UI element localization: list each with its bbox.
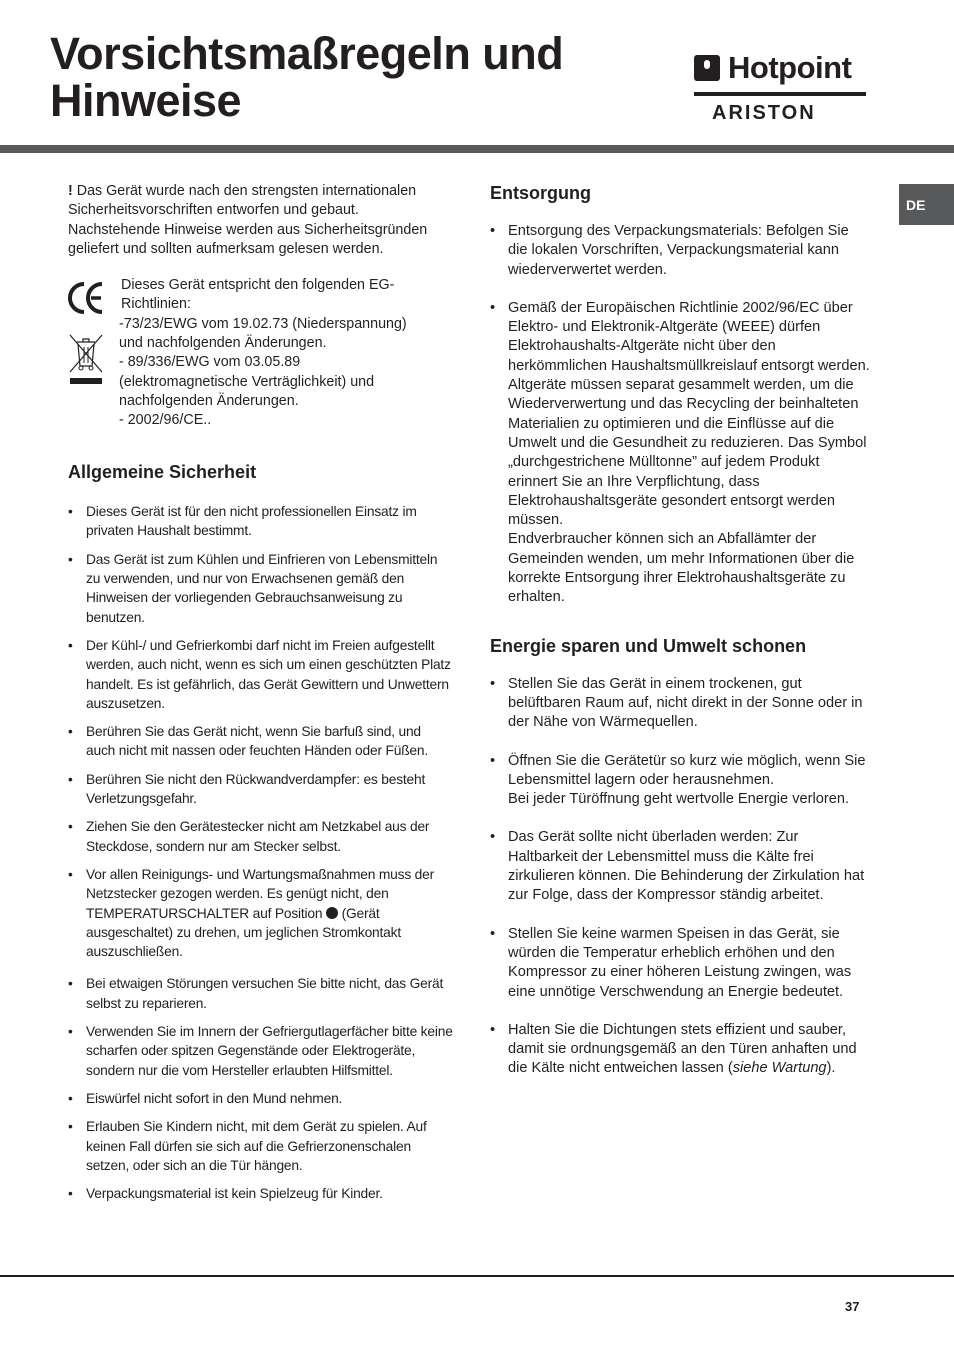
ce-directive-text <box>121 276 451 430</box>
item-text: Vor allen Reinigungs- und Wartungsmaßnahmen muss der Netzstecker gezogen werden. Es genügt nicht, den TEMPERATURSCHALTER auf Position <box>86 866 434 921</box>
list-item: • Erlauben Sie Kindern nicht, mit dem Gerät zu spielen. Auf keinen Fall dürfen sie sich auf die Gefrierzonenschalen setzen, oder sich an die Tür hängen. <box>68 1117 453 1175</box>
energy-list <box>490 675 870 1079</box>
ce-icons <box>68 278 104 394</box>
item-text: (Gerät ausgeschaltet) zu drehen, um jeglichen Stromkontakt auszuschließen. <box>86 905 401 960</box>
general-safety-heading: Allgemeine Sicherheit <box>68 462 257 483</box>
ce-line: -73/23/EWG vom 19.02.73 (Niederspannung) <box>119 315 407 332</box>
hotpoint-logo-icon <box>694 55 720 81</box>
language-tab: DE <box>899 184 954 225</box>
ce-mark-icon <box>68 278 106 318</box>
list-item: • Der Kühl-/ und Gefrierkombi darf nicht im Freien aufgestellt werden, auch nicht, wenn es sich um einen geschützten Platz handelt. Es ist gefährlich, das Gerät Gewittern und Unwettern auszusetzen. <box>68 636 453 713</box>
list-item <box>68 865 453 961</box>
general-safety-list <box>68 502 453 1203</box>
right-column <box>490 182 870 1098</box>
title-line-2: Hinweise <box>50 75 242 126</box>
ce-line: - 89/336/EWG vom 03.05.89 <box>119 354 301 371</box>
ce-line: und nachfolgenden Änderungen. <box>119 335 327 352</box>
ce-line: nachfolgenden Änderungen. <box>119 392 299 409</box>
list-item: • Berühren Sie das Gerät nicht, wenn Sie barfuß sind, und auch nicht mit nassen oder feuchten Händen oder Füßen. <box>68 722 453 761</box>
list-item: • Das Gerät sollte nicht überladen werden: Zur Haltbarkeit der Lebensmittel muss die Kälte frei zirkulieren können. Die Behinderung der Zirkulation hat zur Folge, dass der Kompressor ständig arbeitet. <box>490 828 870 905</box>
list-item: • Dieses Gerät ist für den nicht professionellen Einsatz im privaten Haushalt bestimmt. <box>68 502 453 541</box>
item-text: ). <box>826 1060 836 1077</box>
ce-line: Richtlinien: <box>121 296 191 313</box>
list-item: • Ziehen Sie den Gerätestecker nicht am Netzkabel aus der Steckdose, sondern nur am Stecker selbst. <box>68 817 453 856</box>
logo-bar <box>694 92 866 96</box>
disposal-heading: Entsorgung <box>490 183 591 203</box>
intro-text: Das Gerät wurde nach den strengsten internationalen Sicherheitsvorschriften entworfen und gebaut. Nachstehende Hinweise werden aus Sicherheitsgründen geliefert und sollten aufmerksam gelesen werden. <box>68 183 428 257</box>
item-reference: siehe Wartung <box>732 1060 827 1077</box>
item-text: Gemäß der Europäischen Richtlinie 2002/96/EC über Elektro- und Elektronik-Altgeräte (WEEE) dürfen Elektrohaushalts-Altgeräte nicht über den herkömmlichen Haushaltsmüllkreislauf entsorgt werden. Altgeräte müssen separat gesammelt werden, um die Wiederverwertung und das Recycling der beinhalteten Materialien zu optimieren und die Einflüsse auf die Umwelt und die Gesundheit zu reduzieren. Das Symbol „durchgestrichene Mülltonne” auf jedem Produkt erinnert Sie an Ihre Verpflichtung, dass Elektrohaushaltsgeräte gesondert entsorgt werden müssen. <box>508 299 870 529</box>
title-line-1: Vorsichtsmaßregeln und <box>50 28 564 79</box>
brand-sub: ARISTON <box>712 102 816 124</box>
item-text: Bei jeder Türöffnung geht wertvolle Energie verloren. <box>508 791 849 808</box>
ce-conformity-block <box>68 276 453 436</box>
list-item <box>490 299 870 608</box>
brand-name: Hotpoint <box>728 50 852 85</box>
ce-line: Dieses Gerät entspricht den folgenden EG- <box>121 277 395 294</box>
energy-heading: Energie sparen und Umwelt schonen <box>490 635 807 656</box>
intro-paragraph <box>68 182 453 259</box>
list-item: • Verpackungsmaterial ist kein Spielzeug für Kinder. <box>68 1184 453 1203</box>
crossed-bin-icon <box>68 333 106 389</box>
hotpoint-wordmark <box>694 50 851 86</box>
list-item: • Bei etwaigen Störungen versuchen Sie bitte nicht, das Gerät selbst zu reparieren. <box>68 974 453 1013</box>
page-number: 37 <box>845 1299 860 1314</box>
list-item <box>490 1021 870 1079</box>
ce-line: - 2002/96/CE.. <box>119 412 212 429</box>
item-text: Öffnen Sie die Gerätetür so kurz wie möglich, wenn Sie Lebensmittel lagern oder herausnehmen. <box>508 752 866 788</box>
off-position-icon <box>326 907 338 919</box>
header-rule <box>0 145 954 153</box>
left-column <box>68 182 453 1212</box>
list-item: • Stellen Sie keine warmen Speisen in das Gerät, sie würden die Temperatur erheblich erhöhen und den Kompressor zu einer höheren Leistung zwingen, was eine unnötige Verschwendung an Energie bedeutet. <box>490 925 870 1002</box>
list-item: • Verwenden Sie im Innern der Gefriergutlagerfächer bitte keine scharfen oder spitzen Gegenstände oder Elektrogeräte, sondern nur die vom Hersteller erlaubten Hilfsmittel. <box>68 1022 453 1080</box>
ce-line: (elektromagnetische Verträglichkeit) und <box>119 373 375 390</box>
list-item: • Das Gerät ist zum Kühlen und Einfrieren von Lebensmitteln zu verwenden, und nur von Erwachsenen gemäß den Hinweisen der vorliegenden Gebrauchsanweisung zu benutzen. <box>68 550 453 627</box>
footer-rule <box>0 1275 954 1277</box>
disposal-list <box>490 222 870 608</box>
item-text: Halten Sie die Dichtungen stets effizient und sauber, damit sie ordnungsgemäß an den Türen anhaften und die Kälte nicht entweichen lassen ( <box>508 1021 857 1077</box>
list-item: • Berühren Sie nicht den Rückwandverdampfer: es besteht Verletzungsgefahr. <box>68 770 453 809</box>
list-item <box>490 752 870 810</box>
list-item: • Stellen Sie das Gerät in einem trockenen, gut belüftbaren Raum auf, nicht direkt in der Sonne oder in der Nähe von Wärmequellen. <box>490 675 870 733</box>
page-title <box>50 30 563 124</box>
warning-mark: ! <box>68 183 73 199</box>
list-item: • Entsorgung des Verpackungsmaterials: Befolgen Sie die lokalen Vorschriften, Verpackungsmaterial kann wiederverwertet werden. <box>490 222 870 280</box>
brand-logo <box>694 50 868 126</box>
item-text: Endverbraucher können sich an Abfallämter der Gemeinden wenden, um mehr Informationen über die korrekte Entsorgung ihrer Elektrohaushaltsgeräte zu erhalten. <box>508 531 855 606</box>
list-item: • Eiswürfel nicht sofort in den Mund nehmen. <box>68 1089 453 1108</box>
